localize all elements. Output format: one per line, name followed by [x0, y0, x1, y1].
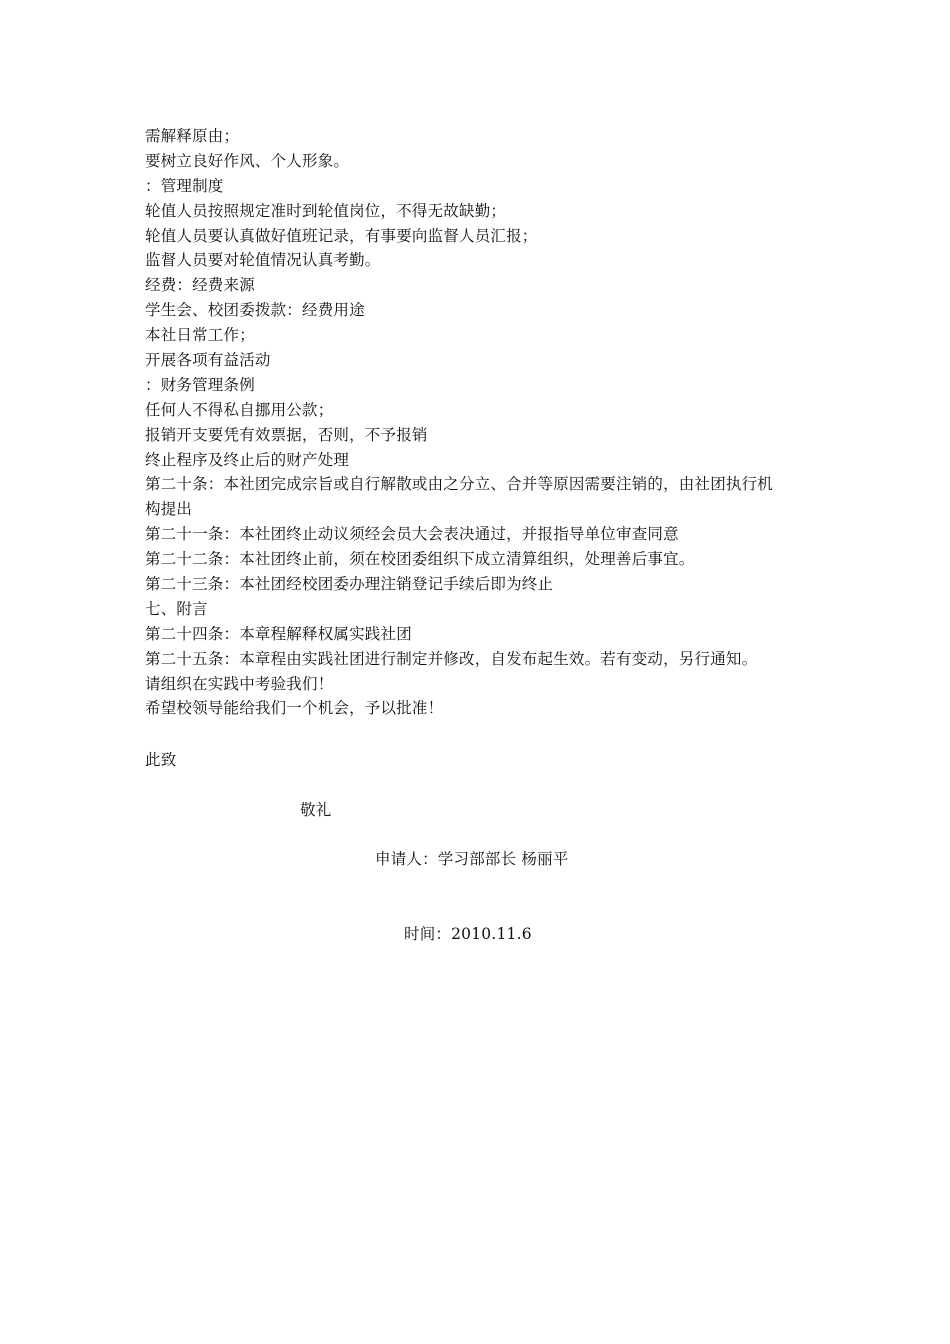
applicant-signature: 申请人：学习部部长 杨丽平	[375, 850, 569, 868]
salutation-cizhi: 此致	[145, 751, 177, 769]
section-heading: 终止程序及终止后的财产处理	[145, 450, 350, 469]
text-line: 请组织在实践中考验我们！	[145, 674, 334, 693]
article-21: 第二十一条：本社团终止动议须经会员大会表决通过，并报指导单位审查同意	[145, 525, 679, 544]
text-line: 开展各项有益活动	[145, 351, 271, 370]
section-heading: ：管理制度	[145, 176, 224, 195]
text-line: 要树立良好作风、个人形象。	[145, 151, 350, 170]
text-line: 报销开支要凭有效票据，否则，不予报销	[145, 425, 428, 444]
article-22: 第二十二条：本社团终止前，须在校团委组织下成立清算组织，处理善后事宜。	[145, 550, 695, 569]
article-23: 第二十三条：本社团经校团委办理注销登记手续后即为终止	[145, 575, 554, 594]
document-date: 时间：2010.11.6	[404, 925, 532, 943]
text-line: 希望校领导能给我们一个机会，予以批准！	[145, 699, 444, 718]
article-20-continued: 构提出	[145, 500, 193, 519]
document-body	[145, 124, 810, 721]
text-line: 轮值人员按照规定准时到轮值岗位，不得无故缺勤；	[145, 201, 507, 220]
text-line: 轮值人员要认真做好值班记录，有事要向监督人员汇报；	[145, 226, 538, 245]
section-heading: ：财务管理条例	[145, 375, 255, 394]
article-25: 第二十五条：本章程由实践社团进行制定并修改，自发布起生效。若有变动，另行通知。	[145, 649, 758, 668]
text-line: 本社日常工作；	[145, 326, 255, 345]
article-24: 第二十四条：本章程解释权属实践社团	[145, 624, 412, 643]
salutation-jingli: 敬礼	[300, 801, 332, 819]
text-line: 监督人员要对轮值情况认真考勤。	[145, 251, 381, 270]
article-20: 第二十条：本社团完成宗旨或自行解散或由之分立、合并等原因需要注销的，由社团执行机	[145, 475, 774, 494]
section-heading: 七、附言	[145, 599, 208, 618]
section-heading: 经费：经费来源	[145, 276, 255, 295]
text-line: 任何人不得私自挪用公款；	[145, 400, 334, 419]
text-line: 学生会、校团委拨款：经费用途	[145, 301, 365, 320]
text-line: 需解释原由；	[145, 127, 240, 145]
